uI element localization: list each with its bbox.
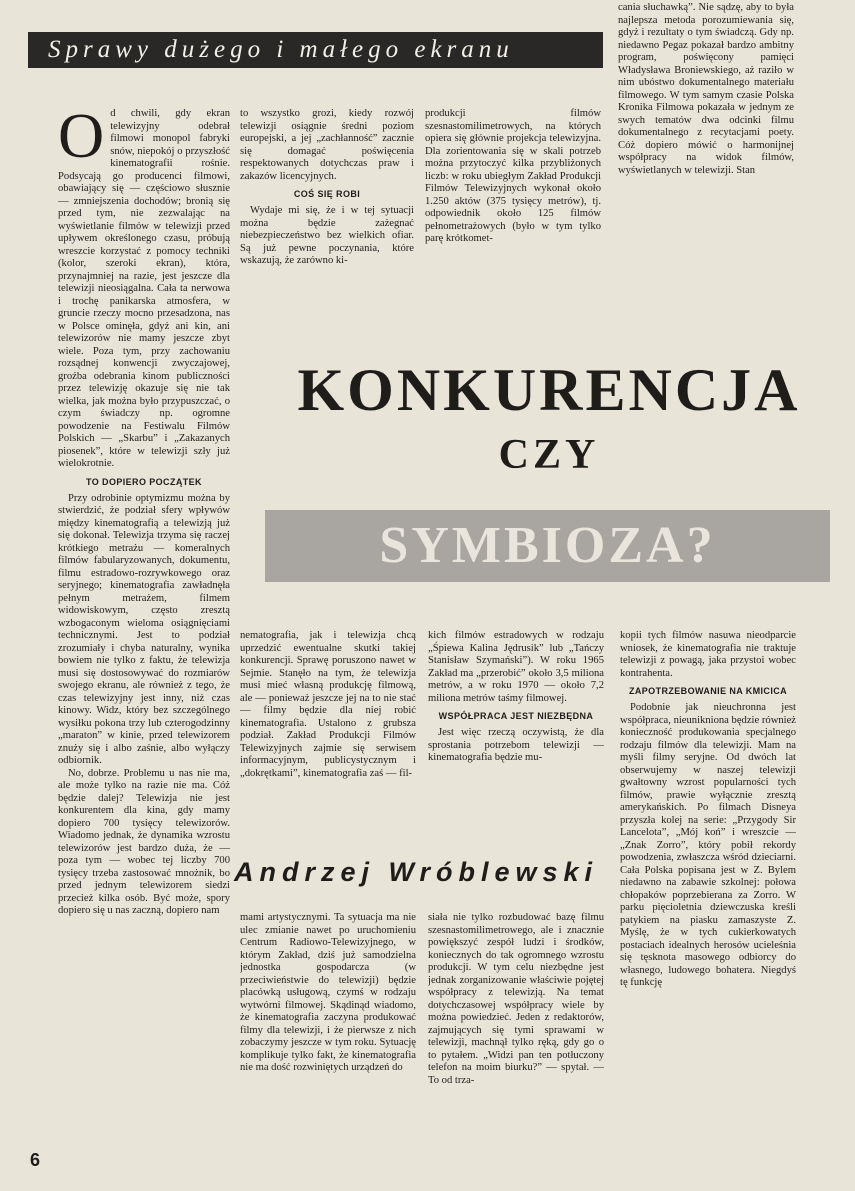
subheading: ZAPOTRZEBOWANIE NA KMICICA [628, 686, 788, 696]
subheading: COŚ SIĘ ROBI [293, 189, 361, 199]
article-paragraph: produkcji filmów szesnastomilimetrowych, na których opiera się głównie projekcja telewizyjna. Dla zorientowania się w skali potrzeb można przytoczyć kilka przybliżonych liczb: w roku ubiegłym Zakład Produkcji Filmów Telewizyjnych wykonał około 1.250 aktów (375 tysięcy metrów), tj. odpowiednik około 125 filmów pełnometrażowych (było w tym tylko parę krótkomet- [425, 108, 601, 244]
article-paragraph: No, dobrze. Problemu u nas nie ma, ale może tylko na razie nie ma. Cóż będzie dalej? Telewizja nie jest konkurentem dla kina, gdy mamy dopiero 700 tysięcy telewizorów. Wiadomo jednak, że dynamika wzrostu telewizorów jest bardzo duża, że — poza tym — wobec tej liczby 700 tysięcy trzeba zastosować mnożnik, bo przed jednym telewizorem siedzi przecież kilka osób. Być może, spory dopiero się u nas zaczną, dopiero nam [58, 767, 230, 916]
article-paragraph: d chwili, gdy ekran telewizyjny odebrał filmowi monopol fabryki snów, niepokój o przyszłość kinematografii rośnie. Podsycają go producenci filmowi, obawiający się — częściowo słusznie — zmniejszenia dochodów; bronią się przed tym, nie zezwalając na wyświetlanie filmów w telewizji przed upływem określonego czasu, próbują wreszcie korzystać z pomocy techniki (kolor, szeroki ekran), która, przynajmniej na razie, jest jeszcze dla telewizji nieosiągalna. Cała ta nerwowa i trochę panikarska atmosfera, w gruncie rzeczy mocno przesadzona, nas w Polsce ominęła, gdyż ani kin, ani telewizorów nie mamy jeszcze zbyt wiele. Poza tym, przy zachowaniu rozsądnej konwencji zwyczajowej, groźba odebrania kinom publiczności przez telewizję okazuje się nie tak wielka, jak można było przypuszczać, o czym świadczy np. ogromne powodzenie na Festiwalu Filmów Polskich — „Skarbu” i „Zakazanych piosenek”, które w telewizji szły już wielokrotnie. [58, 108, 230, 469]
page-number: 6 [30, 1150, 41, 1170]
section-banner: Sprawy dużego i małego ekranu [28, 32, 603, 68]
subheading: WSPÓŁPRACA JEST NIEZBĘDNA [438, 711, 594, 721]
article-paragraph: Przy odrobinie optymizmu można by stwierdzić, że podział sfery wpływów między kinematografią a telewizją już się dokonał. Telewizja trzyma się raczej krótkiego metrażu — komeralnych filmów fabularyzowanych, dokumentu, filmu estradowo-rozrywkowego oraz seryjnego; kinematografia zawładnęła pełnym metrażem, filmem widowiskowym, często zresztą wzbogaconym wielomа osiągnięciami technicznymi. Jest to podział zrozumiały i chyba naturalny, wynika bowiem nie tylko z faktu, że telewizja musi się dostosowywać do rozmiarów swojego ekranu, ale również z tego, że czas telewizyjny jest inny, niż czas kinowy. Widz, który bez szczególnego wysiłku pokona trzy lub czterogodzinny „maraton” w kinie, przed telewizorem znuży się i albo zaśnie, albo wyłączy odbiornik. [58, 492, 230, 766]
article-paragraph: siała nie tylko rozbudować bazę filmu szesnastomilimetrowego, ale i znacznie powiększyć zespół ludzi i środków, koniecznych do tak ogromnego wzrostu produkcji. W tym celu niezbędne jest jednak zorganizowanie właściwie pojętej współpracy z telewizją. Na temat dotychczasowej współpracy wiele by można powiedzieć. Jeden z redaktorów, zajmujących się tymi sprawami w telewizji, machnął tylko ręką, gdy go o to pytałem. „Widzi pan ten potłuczony telefon na moim biurku?” — spytał. — To od trza- [428, 912, 604, 1086]
article-paragraph: to wszystko grozi, kiedy rozwój telewizji osiągnie średni poziom europejski, a jej „zachłanność” zacznie się domagać poświęcenia respektowanych dotychczas praw i zakazów licencyjnych. [240, 108, 414, 182]
column-3-middle [428, 630, 604, 830]
article-paragraph: nematografia, jak i telewizja chcą uprzedzić ewentualne skutki takiej konkurencji. Sprawę poruszono nawet w Sejmie. Stanęło na tym, że telewizja musi mieć własną produkcję filmową, ale — ponieważ jeszcze jej na to nie stać — filmy będzie dla niej robić kinematografia. Ustalono z grubsza podział. Zakład Produkcji Filmów Telewizyjnych zajmie się serwisem informacyjnym, publicystycznym i „dokrętkami”, kinematografia zaś — fil- [240, 630, 416, 779]
headline-line-1: KONKURENCJA [297, 357, 801, 423]
headline-line-2: CZY [498, 432, 600, 478]
subheading: TO DOPIERO POCZĄTEK [86, 476, 202, 487]
article-paragraph: Podobnie jak nieuchronna jest współpraca, nieunikniona będzie również konieczność produkowania specjalnego rodzaju filmów dla telewizji. Mam na myśli filmy seryjne. Od dwóch lat obserwujemy w naszej telewizji gwałtowny wzrost popularności tych filmów, prawie wyłącznie zresztą amerykańskich. Po filmach Disneya przyszła kolej na serie: „Przygody Sir Lancelota”, „Mój koń” i wreszcie — „Znak Zorro”, który pobił rekordy powodzenia, zwłaszcza wśród dzieciarni. Cała Polska popisana jest w Z. Bylem niedawno na zabawie szkolnej: połowa chłopaków poprzebierana za Zorro. W parku pięcioletnia dziewczuska kreśli patykiem na piasku zamaszyste Z. Myślę, że w tych cukierkowatych postaciach idealnych herosów ucieleśnia się tęsknota masowego odbiorcy do własnego, ludowego bohatera. Niegdyś tę funkcję [620, 702, 796, 988]
column-4-middle [620, 630, 796, 1150]
article-paragraph: cania słuchawką”. Nie sądzę, aby to była najlepsza metoda porozumiewania się, gdyż i rezultaty o tym świadczą. Gdy np. niedawno Pegaz pokazał bardzo ambitny program, poświęcony pamięci Władysława Broniewskiego, aż raziło w nim ubóstwo dokumentalnego materiału filmowego. W tym samym czasie Polska Kronika Filmowa pokazała w jednym ze swych tematów dwa odcinki filmu dokumentalnego z recytacjami poety. Cóż dopiero mówić o harmonijnej współpracy na widok filmów, wyświetlanych w telewizji. Stan [618, 2, 794, 176]
article-paragraph: Jest więc rzeczą oczywistą, że dla sprostania potrzebom telewizji — kinematografia będzie mu- [428, 727, 604, 763]
author-byline: Andrzej Wróblewski [234, 857, 599, 887]
column-2-top [240, 108, 414, 280]
article-paragraph: mami artystycznymi. Ta sytuacja ma nie ulec zmianie nawet po uruchomieniu Centrum Radiowo-Telewizyjnego, w którym Zakład, dziś już samodzielna jednostka gospodarcza (w przeciwieństwie do telewizji) będzie placówką usługową, czymś w rodzaju wytwórni filmowej. Skądinąd wiadomo, że kinematografia zaczyna produkować filmy dla telewizji, i że pierwsze z nich zobaczymy jeszcze w tym roku. Sytuację komplikuje tylko fakt, że kinematografia nie ma dość rozwiniętych urządzeń do [240, 912, 416, 1073]
column-1 [58, 108, 230, 1148]
article-paragraph: kich filmów estradowych w rodzaju „Śpiewa Kalina Jędrusik” lub „Tańczy Stanisław Szymański”). W roku 1965 Zakład ma „przerobić” około 3,5 miliona metrów, a w roku 1970 — około 7,2 miliona metrów taśmy filmowej. [428, 630, 604, 704]
article-paragraph: Wydaje mi się, że i w tej sytuacji można będzie zażegnać niebezpieczeństwo bez wielkich ofiar. Są już pewne poczynania, które wskazują, że zarówno ki- [240, 205, 414, 266]
column-4-top [618, 2, 794, 278]
column-3-bottom [428, 912, 604, 1148]
column-2-middle [240, 630, 416, 830]
article-paragraph: kopii tych filmów nasuwa nieodparcie wniosek, że kinematografia nie traktuje telewizji z powagą, jaka przystoi wobec kontrahenta. [620, 630, 796, 679]
column-3-top [425, 108, 601, 280]
headline-line-3: SYMBIOZA? [379, 517, 716, 574]
dropcap-letter: O [58, 108, 105, 171]
column-2-bottom [240, 912, 416, 1148]
